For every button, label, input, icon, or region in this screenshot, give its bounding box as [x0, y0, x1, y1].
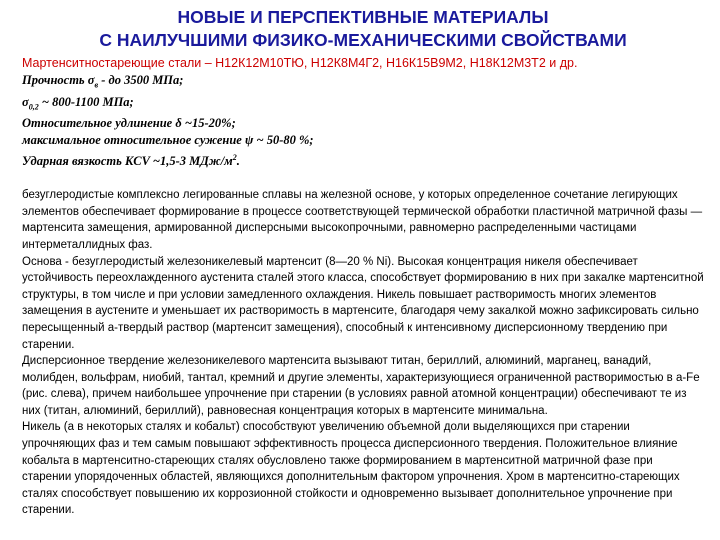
page-title	[22, 6, 704, 52]
properties-list	[22, 72, 704, 170]
property-reduction: максимальное относительное сужение ψ ~ 50-80 %;	[22, 133, 314, 147]
paragraph-basis: Основа - безуглеродистый железоникелевый мартенсит (8—20 % Ni). Высокая концентрация никеля обеспечивает устойчивость переохлажденного аустенита сталей этого класса, способствует формированию в них при закалке мартенситной структуры, в том числе и при условии замедленного охлаждения. Никель повышает растворимость многих элементов замещения в аустените и уменьшает их растворимость в мартенсите, благодаря чему закалкой можно зафиксировать сильно пересыщенный а-твердый раствор (мартенсит замещения), способный к интенсивному дисперсионному твердению при старении.	[22, 255, 704, 351]
title-line-1: НОВЫЕ И ПЕРСПЕКТИВНЫЕ МАТЕРИАЛЫ	[177, 7, 549, 27]
property-yield: $\sigma_{0,2}$ ~ 800-1100 МПа;	[22, 94, 134, 111]
paragraph-definition: безуглеродистые комплексно легированные сплавы на железной основе, у которых определенное сочетание легирующих элементов обеспечивает формирование в процессе соответствующей термической обработки пластичной матричной фазы — мартенсита замещения, армированной дисперсными высокопрочными, равномерно распределенными частицами интерметаллидных фаз.	[22, 189, 703, 251]
paragraph-nickel-cobalt: Никель (а в некоторых сталях и кобальт) способствуют увеличению объемной доли выделяющихся при старении упрочняющих фаз и тем самым повышают эффективность процесса дисперсионного твердения. Положительное влияние кобальта в мартенситно-стареющих сталях обусловлено также формированием в мартенситной матричной фазе при старении упорядоченных областей, являющихся дополнительным фактором упрочнения. Хром в мартенситно-стареющих сталях способствует повышению их коррозионной стойкости и одновременно вызывает дополнительное упрочнение при старении.	[22, 421, 680, 517]
spacer	[22, 170, 704, 187]
property-elongation: Относительное удлинение δ ~15-20%;	[22, 116, 236, 130]
description-text	[22, 187, 704, 519]
property-strength: Прочность $\sigma_в$ - до 3500 МПа;	[22, 73, 184, 90]
property-impact: Ударная вязкость KCV ~1,5-3 МДж/$м^2$.	[22, 153, 240, 169]
paragraph-dispersion-hardening: Дисперсионное твердение железоникелевого мартенсита вызывают титан, бериллий, алюминий, марганец, ванадий, молибден, вольфрам, ниобий, тантал, кремний и другие элементы, характеризующиеся ограниченной растворимостью в а-Fe (рис. слева), причем наибольшее упрочнение при старении (в условиях равной атомной концентрации) обеспечивают те из них (титан, алюминий, бериллий), равновесная концентрация которых в мартенсите минимальна.	[22, 355, 700, 417]
steel-grades-subtitle: Мартенситностареющие стали – Н12К12М10ТЮ, Н12К8М4Г2, Н16К15В9М2, Н18К12М3Т2 и др.	[22, 56, 578, 70]
title-line-2: С НАИЛУЧШИМИ ФИЗИКО-МЕХАНИЧЕСКИМИ СВОЙСТВАМИ	[99, 30, 627, 50]
